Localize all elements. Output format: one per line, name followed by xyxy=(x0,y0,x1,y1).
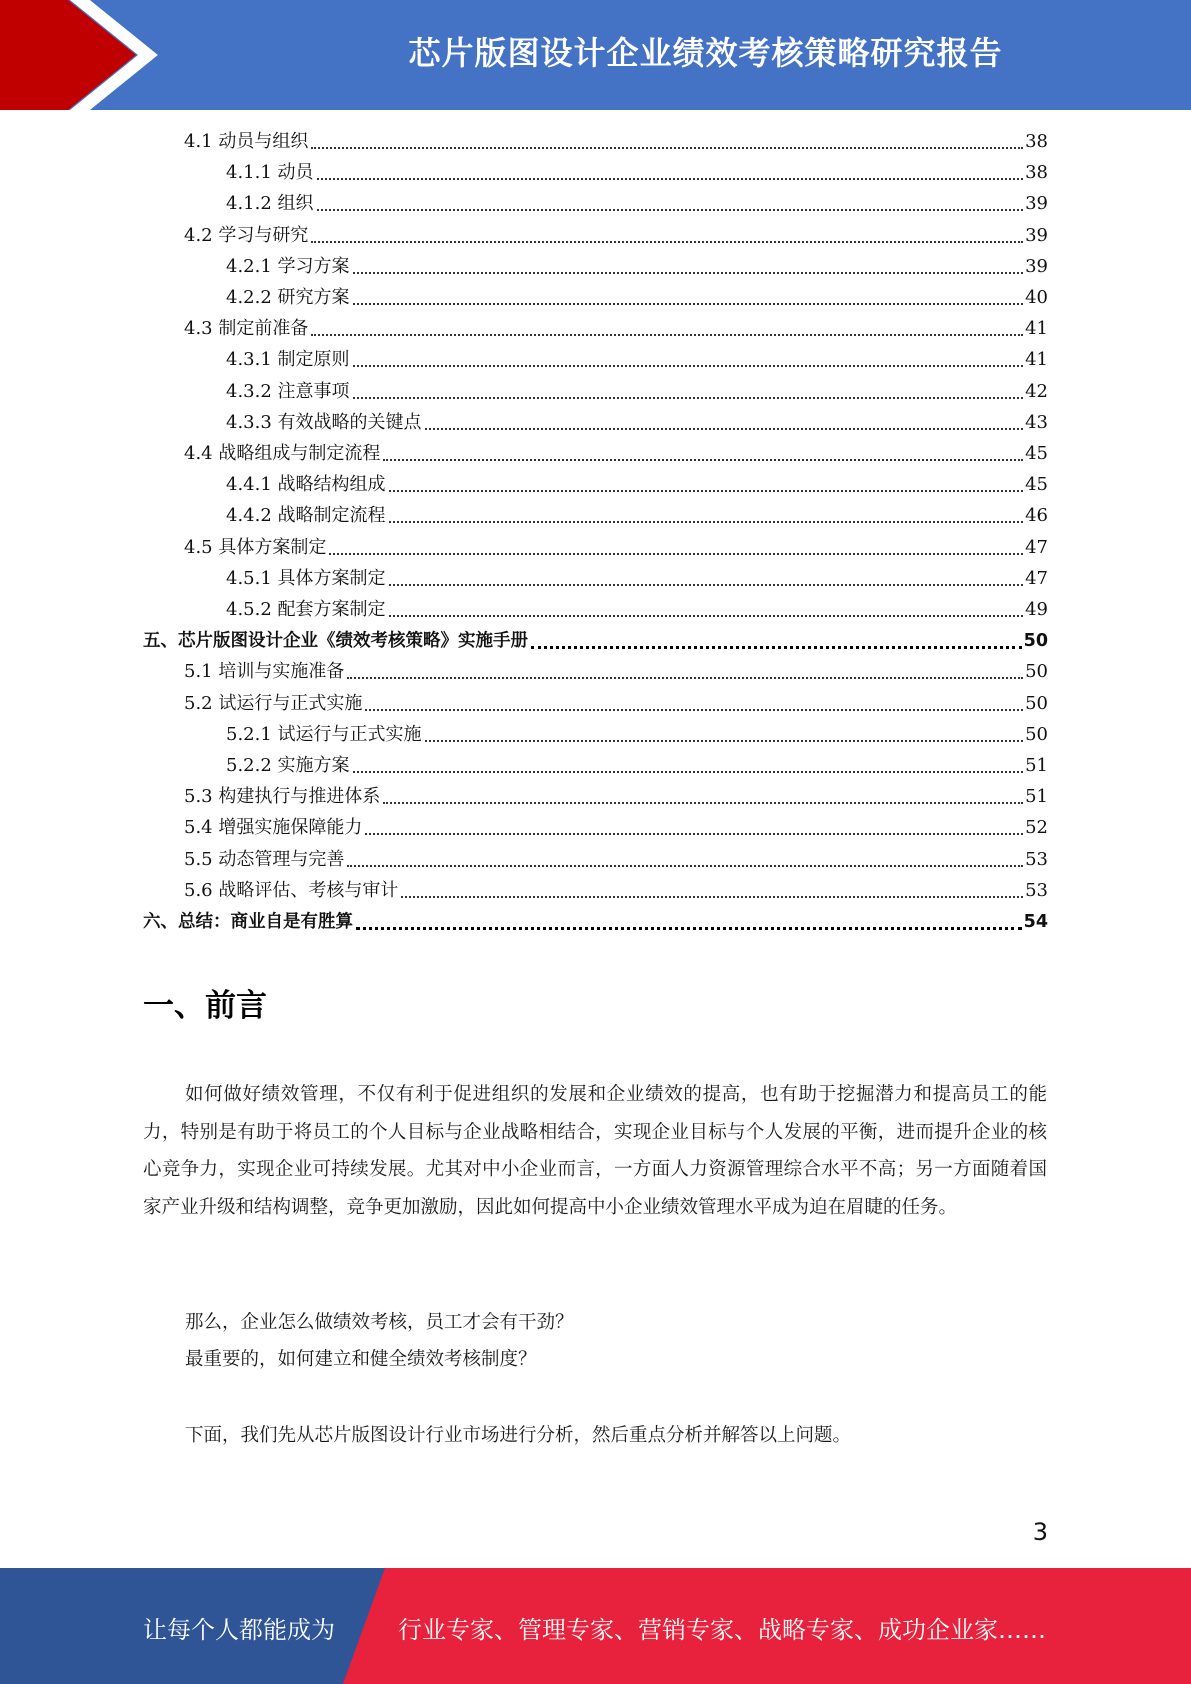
toc-entry[interactable] xyxy=(184,127,1048,157)
toc-entry-label: 5.2.1 试运行与正式实施 xyxy=(226,723,422,745)
question-line: 那么，企业怎么做绩效考核，员工才会有干劲？ xyxy=(185,1312,574,1333)
toc-chapter-entry[interactable] xyxy=(143,907,1048,937)
toc-entry[interactable] xyxy=(184,657,1048,687)
toc-leader xyxy=(389,521,1024,523)
toc-leader xyxy=(389,490,1024,492)
toc-entry-label: 5.2.2 实施方案 xyxy=(226,755,350,776)
toc-chapter-entry[interactable] xyxy=(143,626,1048,656)
toc-entry-label: 4.5.2 配套方案制定 xyxy=(226,599,386,620)
toc-entry-label: 4.4.2 战略制定流程 xyxy=(226,505,386,527)
toc-entry[interactable] xyxy=(184,689,1048,719)
toc-entry[interactable] xyxy=(226,158,1048,188)
toc-entry-label: 4.3 制定前准备 xyxy=(184,318,309,340)
toc-leader xyxy=(389,615,1024,617)
toc-leader xyxy=(317,209,1024,211)
toc-entry-label: 4.3.2 注意事项 xyxy=(226,380,350,402)
toc-entry-page: 41 xyxy=(1025,349,1048,371)
toc-entry[interactable] xyxy=(184,813,1048,843)
header-banner xyxy=(0,0,1191,110)
toc-entry-page: 38 xyxy=(1025,131,1048,152)
toc-leader xyxy=(353,303,1024,305)
toc-entry[interactable] xyxy=(226,470,1048,500)
toc-entry-page: 45 xyxy=(1025,443,1048,464)
toc-entry-page: 51 xyxy=(1025,786,1048,808)
footer-slogan-left: 让每个人都能成为 xyxy=(143,1616,335,1644)
toc-entry[interactable] xyxy=(184,221,1048,251)
footer-slogan-right: 行业专家、管理专家、营销专家、战略专家、成功企业家…… xyxy=(398,1616,1046,1644)
toc-entry[interactable] xyxy=(226,189,1048,219)
toc-leader xyxy=(353,272,1024,274)
toc-entry[interactable] xyxy=(226,377,1048,407)
toc-entry-label: 5.1 培训与实施准备 xyxy=(184,661,345,683)
toc-entry-label: 4.3.1 制定原则 xyxy=(226,349,350,371)
toc-entry-label: 4.1.2 组织 xyxy=(226,193,314,215)
toc-leader xyxy=(356,927,1022,930)
toc-leader xyxy=(353,397,1024,399)
toc-leader xyxy=(311,334,1023,336)
question-line: 最重要的，如何建立和健全绩效考核制度？ xyxy=(185,1349,537,1370)
toc-leader xyxy=(383,802,1023,804)
toc-entry-page: 53 xyxy=(1025,848,1048,870)
toc-leader xyxy=(311,241,1023,243)
toc-entry[interactable] xyxy=(184,439,1048,469)
toc-entry-label: 5.3 构建执行与推进体系 xyxy=(184,786,381,808)
toc-entry-page: 45 xyxy=(1025,474,1048,496)
toc-entry[interactable] xyxy=(226,501,1048,531)
toc-entry[interactable] xyxy=(226,595,1048,625)
toc-entry[interactable] xyxy=(226,751,1048,781)
toc-entry[interactable] xyxy=(184,876,1048,906)
toc-entry-label: 4.4 战略组成与制定流程 xyxy=(184,443,381,464)
toc-entry-page: 50 xyxy=(1025,661,1048,683)
toc-entry[interactable] xyxy=(184,782,1048,812)
toc-entry-label: 4.2 学习与研究 xyxy=(184,224,309,246)
toc-entry-label: 4.4.1 战略结构组成 xyxy=(226,474,386,496)
toc-entry-label: 5.6 战略评估、考核与审计 xyxy=(184,879,399,901)
toc-leader xyxy=(347,865,1023,867)
toc-leader xyxy=(353,771,1024,773)
toc-entry-label: 4.5.1 具体方案制定 xyxy=(226,567,386,589)
toc-leader xyxy=(425,740,1024,742)
toc-entry-page: 39 xyxy=(1025,193,1048,215)
toc-leader xyxy=(317,178,1024,180)
toc-leader xyxy=(425,428,1024,430)
toc-entry[interactable] xyxy=(226,720,1048,750)
toc-leader xyxy=(401,896,1023,898)
toc-entry-page: 40 xyxy=(1025,287,1048,308)
toc-entry-page: 43 xyxy=(1025,411,1048,433)
toc-entry[interactable] xyxy=(184,845,1048,875)
toc-entry[interactable] xyxy=(226,345,1048,375)
toc-entry-page: 47 xyxy=(1025,567,1048,589)
toc-entry-page: 54 xyxy=(1023,912,1048,932)
toc-entry-label: 5.5 动态管理与完善 xyxy=(184,848,345,870)
toc-entry-label: 4.1 动员与组织 xyxy=(184,131,309,152)
toc-entry-page: 47 xyxy=(1025,536,1048,558)
toc-entry-label: 4.2.2 研究方案 xyxy=(226,287,350,308)
transition-paragraph: 下面，我们先从芯片版图设计行业市场进行分析，然后重点分析并解答以上问题。 xyxy=(185,1425,852,1446)
toc-entry-label: 5.4 增强实施保障能力 xyxy=(184,817,363,839)
toc-leader xyxy=(347,677,1023,679)
toc-entry[interactable] xyxy=(184,314,1048,344)
toc-entry-page: 52 xyxy=(1025,817,1048,839)
toc-leader xyxy=(365,709,1023,711)
toc-entry-page: 39 xyxy=(1025,255,1048,277)
toc-entry-page: 46 xyxy=(1025,505,1048,527)
toc-leader xyxy=(329,553,1023,555)
report-title: 芯片版图设计企业绩效考核策略研究报告 xyxy=(408,34,1003,72)
toc-entry-label: 五、芯片版图设计企业《绩效考核策略》实施手册 xyxy=(143,631,528,652)
footer-banner xyxy=(0,1568,1191,1684)
toc-leader xyxy=(353,365,1024,367)
page-number: 3 xyxy=(1032,1518,1048,1546)
toc-entry[interactable] xyxy=(226,564,1048,594)
intro-paragraph: 如何做好绩效管理，不仅有利于促进组织的发展和企业绩效的提高，也有助于挖掘潜力和提高员工的能力，特别是有助于将员工的个人目标与企业战略相结合，实现企业目标与个人发展的平衡，进而提升企业的核心竞争力，实现企业可持续发展。尤其对中小企业而言，一方面人力资源管理综合水平不高；另一方面随着国家产业升级和结构调整，竞争更加激励，因此如何提高中小企业绩效管理水平成为迫在眉睫的任务。 xyxy=(143,1084,1047,1218)
toc-entry-label: 4.5 具体方案制定 xyxy=(184,536,327,558)
toc-entry-page: 49 xyxy=(1025,599,1048,620)
toc-entry-page: 41 xyxy=(1025,318,1048,340)
toc-entry-label: 4.1.1 动员 xyxy=(226,162,314,184)
toc-leader xyxy=(531,646,1022,649)
toc-entry-page: 42 xyxy=(1025,380,1048,402)
toc-entry-page: 50 xyxy=(1025,723,1048,745)
toc-entry[interactable] xyxy=(226,408,1048,438)
toc-entry-label: 4.2.1 学习方案 xyxy=(226,255,350,277)
toc-entry[interactable] xyxy=(226,283,1048,313)
section-heading: 一、前言 xyxy=(143,988,267,1024)
toc-entry[interactable] xyxy=(226,252,1048,282)
toc-entry-page: 38 xyxy=(1025,162,1048,184)
toc-entry[interactable] xyxy=(184,533,1048,563)
toc-leader xyxy=(383,459,1023,461)
toc-entry-label: 六、总结：商业自是有胜算 xyxy=(143,912,353,932)
toc-entry-label: 4.3.3 有效战略的关键点 xyxy=(226,411,422,433)
toc-entry-page: 53 xyxy=(1025,879,1048,901)
toc-entry-label: 5.2 试运行与正式实施 xyxy=(184,692,363,714)
toc-entry-page: 50 xyxy=(1025,692,1048,714)
toc-leader xyxy=(311,147,1023,149)
toc-leader xyxy=(365,833,1023,835)
toc-leader xyxy=(389,584,1024,586)
toc-entry-page: 39 xyxy=(1025,224,1048,246)
toc-entry-page: 51 xyxy=(1025,755,1048,776)
toc-entry-page: 50 xyxy=(1023,631,1048,652)
